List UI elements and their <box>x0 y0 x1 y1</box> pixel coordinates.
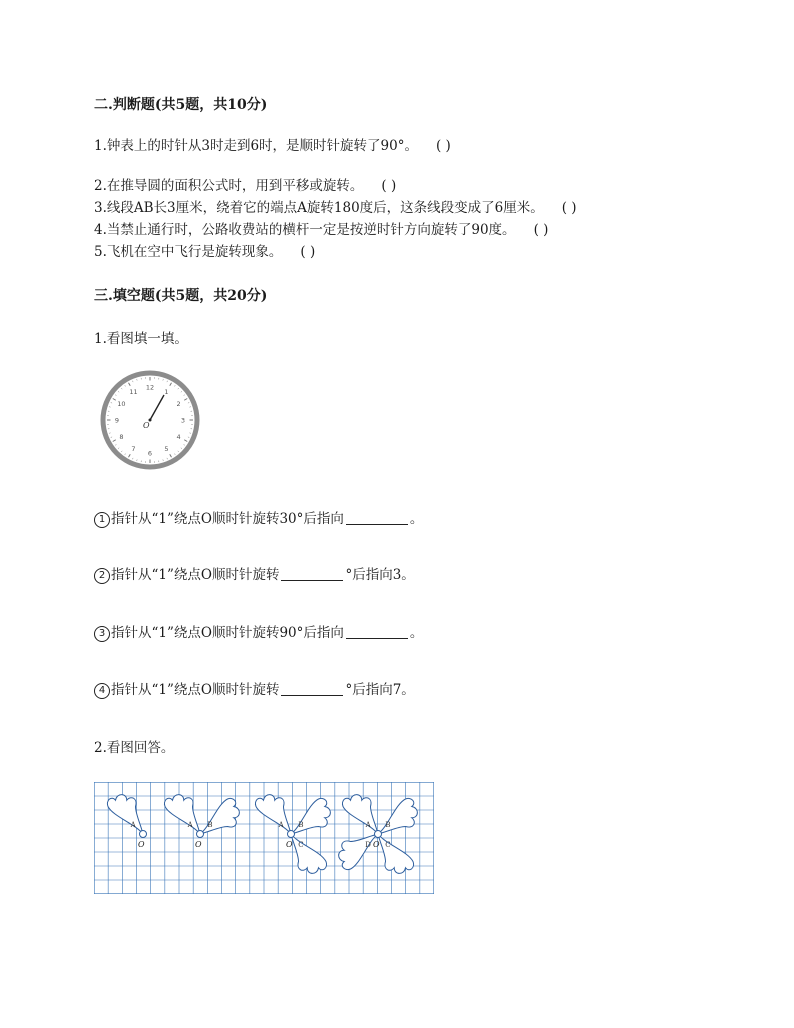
petal <box>255 795 291 834</box>
petal-label: C <box>385 840 391 849</box>
section3-title: 三.填空题(共5题，共20分) <box>94 288 268 304</box>
sub-text-before: 指针从“1”绕点O顺时针旋转90°后指向 <box>111 625 344 641</box>
fill-sub-4 <box>94 681 415 699</box>
q2-title: 2.看图回答。 <box>94 740 175 756</box>
petal-label: B <box>207 821 213 830</box>
sub-text-after: 。 <box>409 625 424 641</box>
answer-paren[interactable]: ( ) <box>300 244 316 260</box>
clock-number: 6 <box>147 449 153 458</box>
flowers <box>107 795 417 874</box>
petal-label: B <box>385 821 391 830</box>
judge-text: 4.当禁止通行时，公路收费站的横杆一定是按逆时针方向旋转了90度。 <box>94 222 516 238</box>
answer-paren[interactable]: ( ) <box>436 138 451 154</box>
sub-text-after: °后指向3。 <box>345 567 415 583</box>
judge-text: 1.钟表上的时针从3时走到6时，是顺时针旋转了90°。 <box>94 138 418 154</box>
q1-title: 1.看图填一填。 <box>94 331 188 347</box>
judge-item-3 <box>94 199 577 217</box>
answer-blank[interactable] <box>346 510 408 525</box>
sub-text-before: 指针从“1”绕点O顺时针旋转30°后指向 <box>111 511 344 527</box>
petal-label: D <box>365 840 371 849</box>
circled-number: 1 <box>94 512 110 528</box>
clock-number: 8 <box>119 433 124 441</box>
petal-label: A <box>278 821 284 830</box>
flower-center <box>140 831 147 838</box>
answer-blank[interactable] <box>281 566 343 581</box>
sub-text-before: 指针从“1”绕点O顺时针旋转 <box>111 682 280 698</box>
circled-number: 4 <box>94 683 110 699</box>
fill-sub-1 <box>94 510 423 528</box>
petal <box>378 834 414 873</box>
judge-text: 3.线段AB长3厘米，绕着它的端点A旋转180度后，这条线段变成了6厘米。 <box>94 200 544 216</box>
judge-text: 2.在推导圆的面积公式时，用到平移或旋转。 <box>94 178 364 194</box>
petal <box>107 795 143 834</box>
petal <box>291 834 327 873</box>
judge-item-4 <box>94 221 548 239</box>
petal-label: A <box>365 821 371 830</box>
circled-number: 3 <box>94 626 110 642</box>
answer-paren[interactable]: ( ) <box>533 222 549 238</box>
clock-number: 4 <box>176 433 181 441</box>
clock-number: 5 <box>164 445 169 454</box>
answer-blank[interactable] <box>346 624 408 639</box>
center-label-o: O <box>195 840 202 849</box>
flower-center <box>375 831 382 838</box>
sub-text-after: °后指向7。 <box>345 682 415 698</box>
answer-paren[interactable]: ( ) <box>561 200 577 216</box>
clock-number: 9 <box>114 416 120 425</box>
section2-title: 二.判断题(共5题，共10分) <box>94 97 268 113</box>
fill-sub-3 <box>94 624 423 642</box>
clock-center-label: O <box>143 421 150 430</box>
clock-number: 3 <box>180 416 186 425</box>
judge-item-2 <box>94 177 396 195</box>
petal-label: C <box>298 840 304 849</box>
center-label-o: O <box>286 840 293 849</box>
flower-center <box>288 831 295 838</box>
clock-figure <box>98 368 202 472</box>
petal <box>378 798 417 834</box>
flower-center <box>197 831 204 838</box>
petal <box>291 798 330 834</box>
petal <box>342 795 378 834</box>
sub-text-before: 指针从“1”绕点O顺时针旋转 <box>111 567 280 583</box>
judge-item-1 <box>94 137 451 155</box>
circled-number: 2 <box>94 568 110 584</box>
petal-label: A <box>187 821 193 830</box>
rotation-grid-figure <box>94 782 434 894</box>
center-label-o: O <box>138 840 145 849</box>
petal <box>164 795 200 834</box>
petal-label: B <box>298 821 304 830</box>
petal-label: A <box>130 821 136 830</box>
answer-paren[interactable]: ( ) <box>381 178 397 194</box>
clock-number: 11 <box>129 387 138 396</box>
sub-text-after: 。 <box>409 511 424 527</box>
clock-number: 7 <box>131 445 136 454</box>
clock-number: 1 <box>164 387 169 396</box>
fill-sub-2 <box>94 566 415 584</box>
petal <box>200 798 239 834</box>
clock-number: 2 <box>176 400 181 408</box>
judge-text: 5.飞机在空中飞行是旋转现象。 <box>94 244 283 260</box>
judge-item-5 <box>94 243 315 261</box>
center-label-o: O <box>373 840 380 849</box>
answer-blank[interactable] <box>281 681 343 696</box>
clock-number: 10 <box>117 400 126 408</box>
clock-number: 12 <box>145 383 155 392</box>
